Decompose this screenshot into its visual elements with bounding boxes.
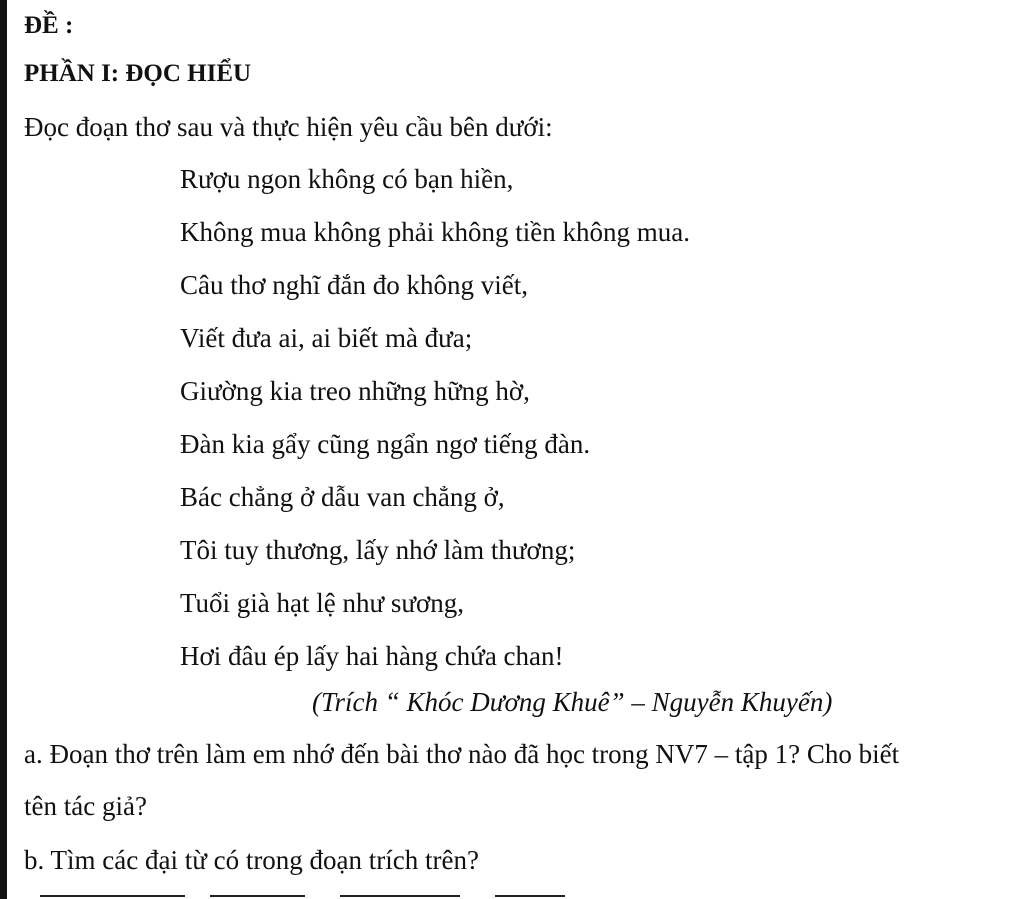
reading-instruction: Đọc đoạn thơ sau và thực hiện yêu cầu bên dưới: [24, 112, 553, 142]
question-b: b. Tìm các đại từ có trong đoạn trích trên? [24, 845, 479, 875]
question-a-line-1: a. Đoạn thơ trên làm em nhớ đến bài thơ nào đã học trong NV7 – tập 1? Cho biết [24, 739, 900, 769]
poem-line: Tuổi già hạt lệ như sương, [180, 588, 465, 618]
poem-line: Không mua không phải không tiền không mua. [180, 217, 690, 247]
poem-line: Tôi tuy thương, lấy nhớ làm thương; [180, 535, 576, 565]
cropped-text-fragment [495, 895, 565, 897]
poem-citation: (Trích “ Khóc Dương Khuê” – Nguyễn Khuyến) [312, 687, 833, 717]
poem-line: Hơi đâu ép lấy hai hàng chứa chan! [180, 641, 564, 671]
poem-excerpt [180, 163, 900, 693]
section-heading: PHẦN I: ĐỌC HIỂU [24, 60, 252, 87]
cropped-text-fragment [40, 895, 185, 897]
cropped-text-marks [40, 892, 740, 899]
poem-line: Đàn kia gẩy cũng ngẩn ngơ tiếng đàn. [180, 429, 591, 459]
poem-line: Viết đưa ai, ai biết mà đưa; [180, 323, 473, 353]
cropped-text-fragment [210, 895, 305, 897]
cropped-text-fragment [340, 895, 460, 897]
question-a-line-2: tên tác giả? [24, 791, 147, 821]
poem-line: Câu thơ nghĩ đắn đo không viết, [180, 270, 528, 300]
poem-line: Giường kia treo những hững hờ, [180, 376, 530, 406]
poem-line: Bác chẳng ở dẫu van chẳng ở, [180, 482, 505, 512]
document-title: ĐỀ : [24, 12, 74, 39]
poem-line: Rượu ngon không có bạn hiền, [180, 164, 514, 194]
